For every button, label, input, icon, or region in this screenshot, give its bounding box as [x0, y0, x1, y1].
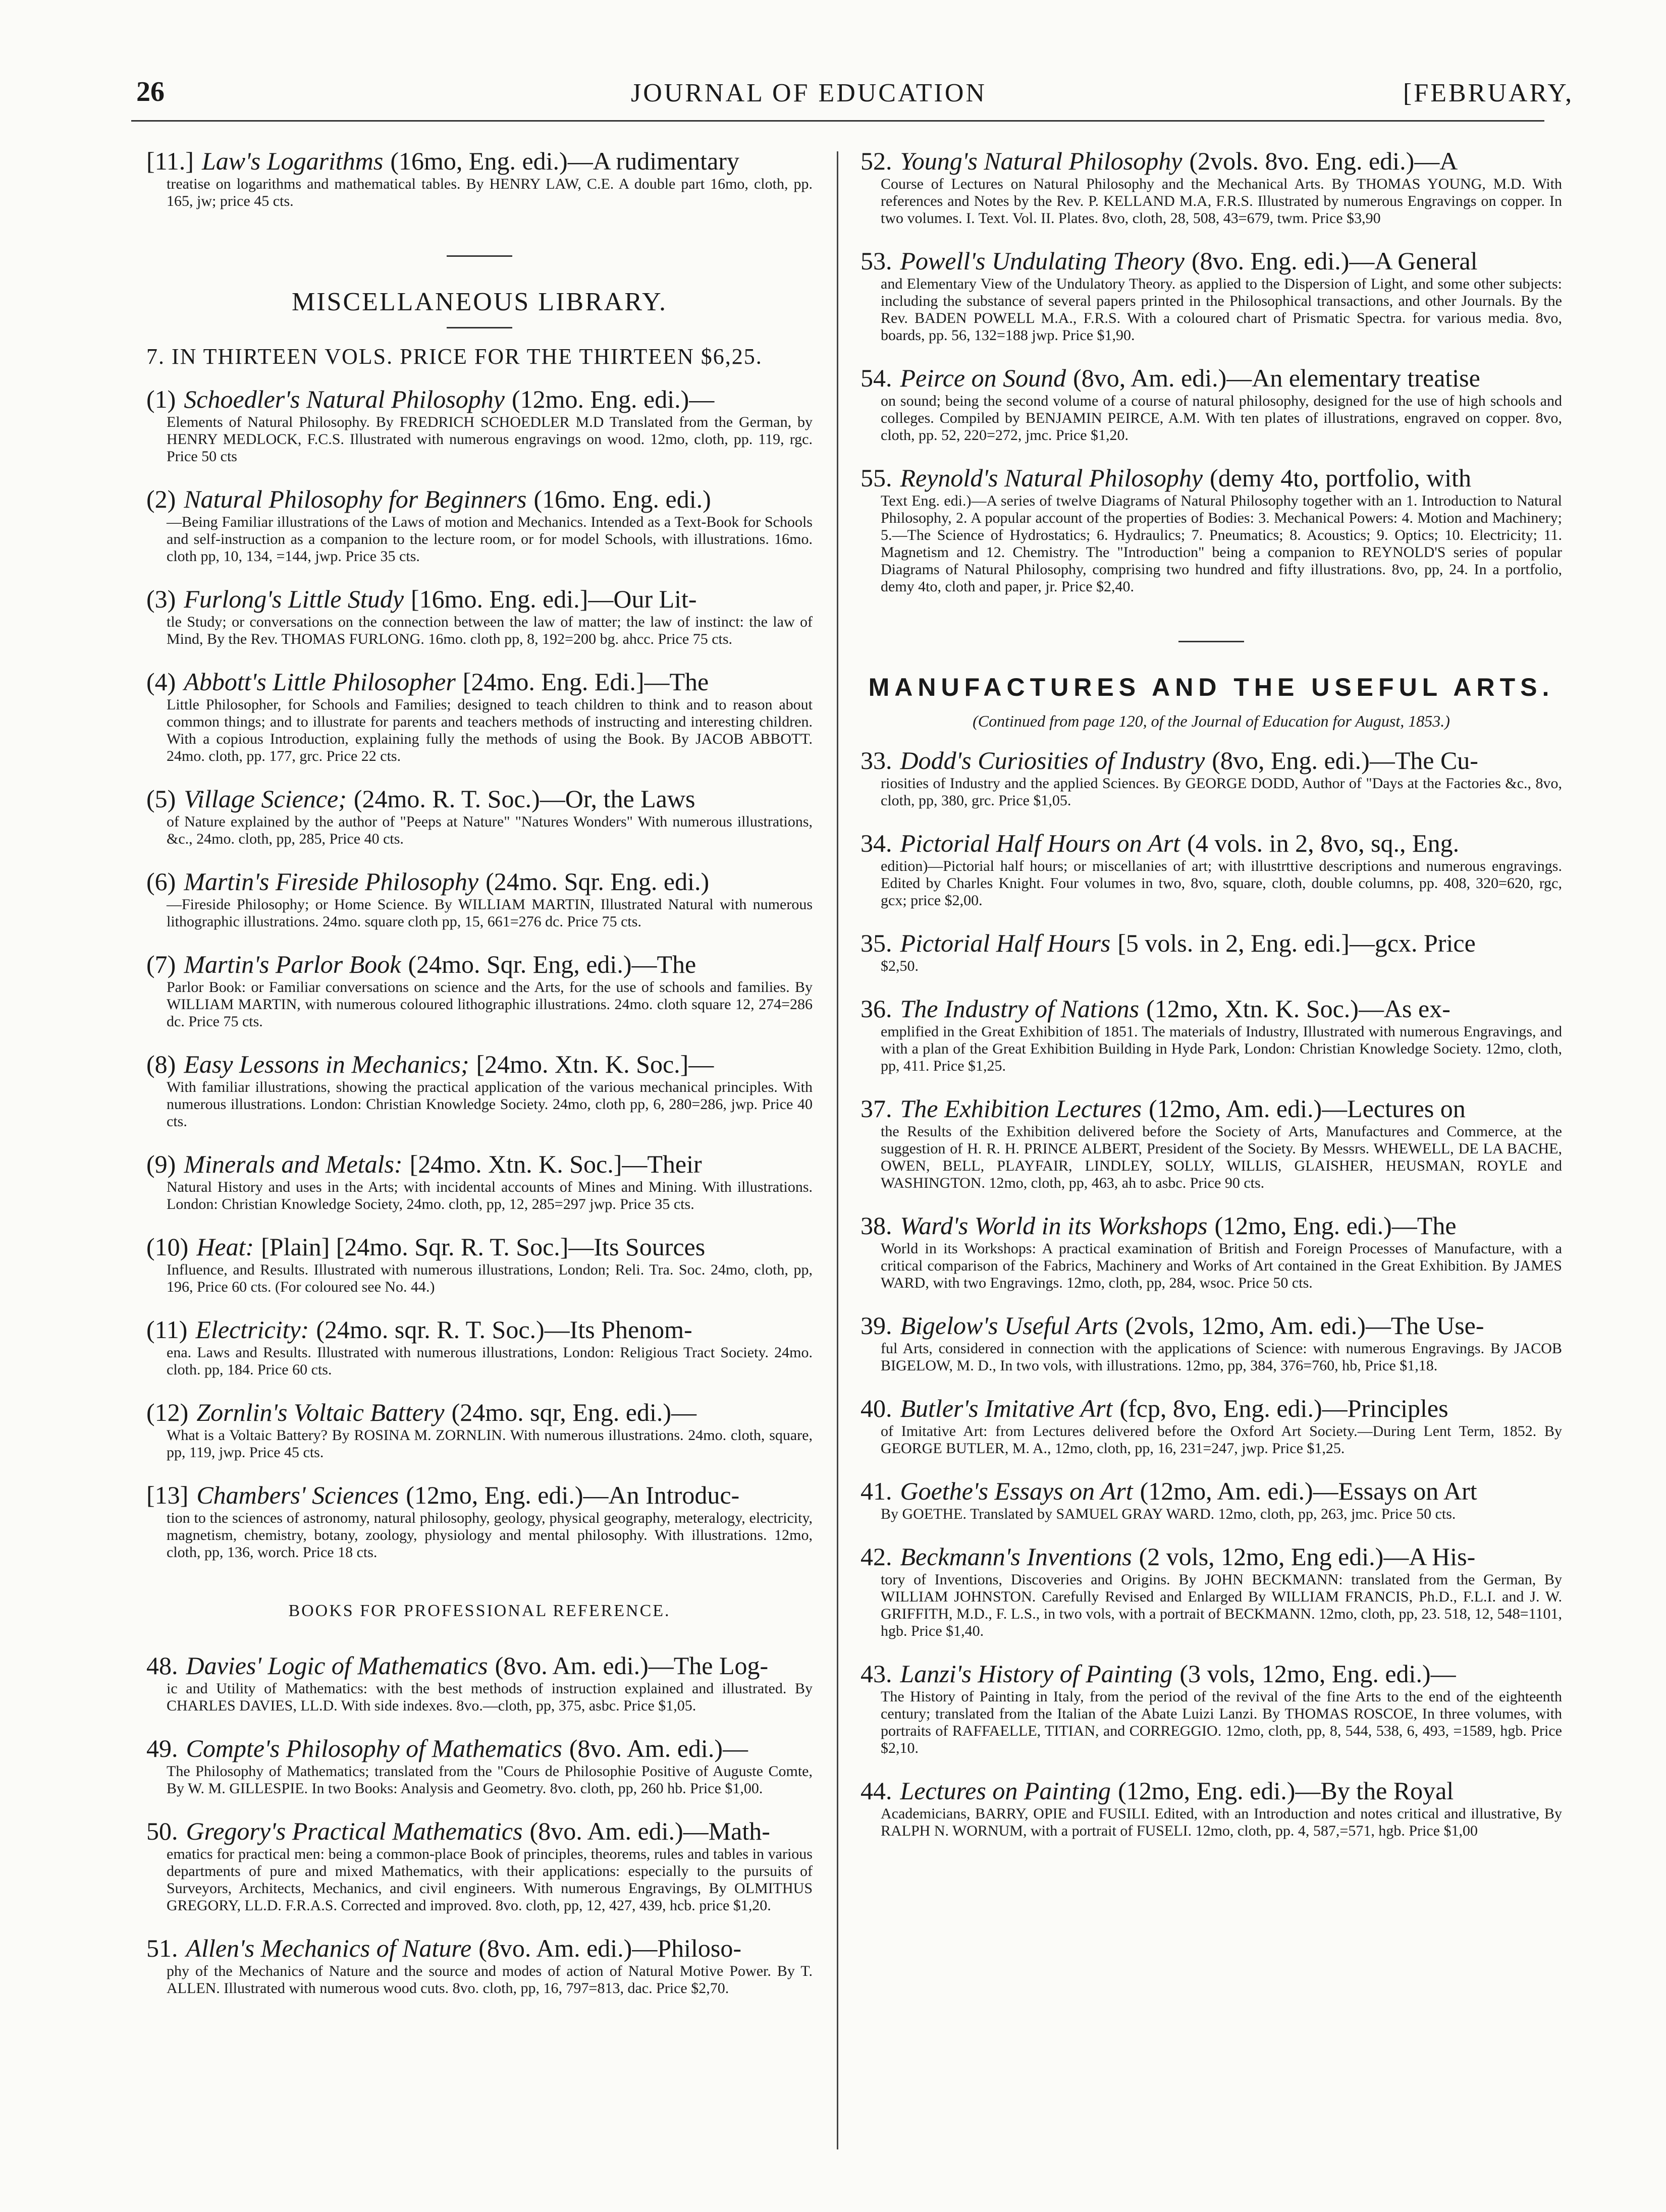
entry-number: (10) [146, 1233, 189, 1261]
entry-format: (2vols, 12mo, Am. edi.)—The Use- [1125, 1311, 1484, 1340]
entry-number: 48. [146, 1651, 178, 1680]
entry-title: Zornlin's Voltaic Battery [196, 1398, 445, 1426]
philosophy-list [861, 146, 1562, 595]
entry-format: (16mo, Eng. edi.)—A rudimentary [390, 147, 739, 175]
entry-format: [24mo. Xtn. K. Soc.]— [476, 1050, 714, 1078]
entry-number: (5) [146, 785, 176, 813]
misc-library-list [146, 384, 813, 1561]
entry-number: 43. [861, 1660, 892, 1688]
entry-number: (4) [146, 668, 176, 696]
entry-number: 33. [861, 746, 892, 775]
continued-note: (Continued from page 120, of the Journal of Education for August, 1853.) [973, 712, 1450, 730]
catalog-entry [146, 1480, 813, 1561]
entry-number: 36. [861, 994, 892, 1023]
catalog-entry [146, 1933, 813, 1997]
entry-title: Powell's Undulating Theory [900, 247, 1185, 275]
entry-description: With familiar illustrations, showing the practical application of the various mechanical principles. With numerous illustrations. London: Christian Knowledge Society. 24mo, cloth pp, 6, 280=286, jwp. Price 40 cts. [167, 1079, 813, 1130]
entry-format: (12mo, Eng. edi.)—The [1214, 1211, 1457, 1240]
entry-number: 54. [861, 364, 892, 392]
entry-format: [Plain] [24mo. Sqr. R. T. Soc.]—Its Sources [261, 1233, 706, 1261]
entry-description: tle Study; or conversations on the connection between the law of matter; the law of instinct: the law of Mind, By the Rev. THOMAS FURLONG. 16mo. cloth pp, 8, 192=200 bg. ahcc. Price 75 cts. [167, 614, 813, 647]
entry-format: [24mo. Xtn. K. Soc.]—Their [409, 1150, 702, 1178]
entry-law [146, 146, 813, 210]
catalog-entry [861, 1476, 1562, 1523]
set-price-line: 7. IN THIRTEEN VOLS. PRICE FOR THE THIRTEEN $6,25. [146, 344, 763, 369]
professional-reference-list [146, 1651, 813, 1997]
entry-number: (3) [146, 585, 176, 613]
entry-number: 38. [861, 1211, 892, 1240]
entry-number: (7) [146, 950, 176, 978]
entry-description: Course of Lectures on Natural Philosophy and the Mechanical Arts. By THOMAS YOUNG, M.D. With references and Notes by the Rev. P. KELLAND M.A, F.R.S. Illustrated by numerous Engravings on copper. In two volumes. I. Text. Vol. II. Plates. 8vo, cloth, 28, 508, 43=679, twm. Price $3,90 [881, 176, 1562, 227]
entry-format: (24mo. R. T. Soc.)—Or, the Laws [353, 785, 695, 813]
entry-title: Lectures on Painting [900, 1777, 1111, 1805]
entry-format: (12mo, Am. edi.)—Lectures on [1149, 1094, 1466, 1123]
entry-title: Dodd's Curiosities of Industry [900, 746, 1205, 775]
entry-format: (12mo, Am. edi.)—Essays on Art [1140, 1477, 1477, 1505]
entry-title: The Industry of Nations [900, 994, 1140, 1023]
entry-description: By GOETHE. Translated by SAMUEL GRAY WARD. 12mo, cloth, pp, 263, jmc. Price 50 cts. [881, 1506, 1456, 1522]
entry-format: (24mo. Sqr. Eng. edi.) [486, 867, 710, 896]
entry-description: —Fireside Philosophy; or Home Science. By WILLIAM MARTIN, Illustrated Natural with numerous lithographic illustrations. 24mo. square cloth pp, 15, 661=276 dc. Price 75 cts. [167, 896, 813, 930]
entry-title: Goethe's Essays on Art [900, 1477, 1133, 1505]
entry-title: Compte's Philosophy of Mathematics [186, 1734, 562, 1762]
entry-description: What is a Voltaic Battery? By ROSINA M. ZORNLIN. With numerous illustrations. 24mo. cloth, square, pp, 119, jwp. Price 45 cts. [167, 1427, 813, 1461]
entry-title: Pictorial Half Hours on Art [900, 829, 1180, 857]
entry-format: [24mo. Eng. Edi.]—The [462, 668, 709, 696]
catalog-entry [861, 828, 1562, 909]
entry-format: (3 vols, 12mo, Eng. edi.)— [1179, 1660, 1456, 1688]
entry-format: (8vo. Am. edi.)—Math- [529, 1817, 770, 1845]
catalog-entry [861, 994, 1562, 1075]
entry-number: (6) [146, 867, 176, 896]
entry-title: Butler's Imitative Art [900, 1394, 1113, 1422]
right-column [861, 146, 1562, 1859]
entry-format: (fcp, 8vo, Eng. edi.)—Principles [1119, 1394, 1448, 1422]
entry-number: 42. [861, 1542, 892, 1571]
entry-description: Little Philosopher, for Schools and Families; designed to teach children to think and to reason about common things; and to illustrate for parents and teachers methods of instructing and interesting children. With a copious Introduction, explaining fully the methods of using the Book. By JACOB ABBOTT. 24mo. cloth, pp. 177, grc. Price 22 cts. [167, 696, 813, 764]
entry-format: (8vo. Eng. edi.)—A General [1191, 247, 1478, 275]
entry-title: Chambers' Sciences [196, 1481, 399, 1509]
section-rule [447, 327, 512, 328]
catalog-entry [861, 363, 1562, 444]
entry-format: (12mo. Eng. edi.)— [511, 385, 715, 413]
entry-title: Beckmann's Inventions [900, 1542, 1132, 1571]
catalog-entry [861, 146, 1562, 227]
catalog-entry [146, 784, 813, 848]
entry-format: (2 vols, 12mo, Eng edi.)—A His- [1139, 1542, 1476, 1571]
entry-number: (12) [146, 1398, 189, 1426]
catalog-entry [146, 1315, 813, 1378]
entry-format: (8vo. Am. edi.)—The Log- [495, 1651, 769, 1680]
entry-number: 40. [861, 1394, 892, 1422]
entry-number: (2) [146, 485, 176, 513]
entry-description: edition)—Pictorial half hours; or miscellanies of art; with illustrttive descriptions and numerous engravings. Edited by Charles Knight. Four volumes in two, 8vo, square, cloth, double columns, pp. 408, 320=620, rgc, gcx; price $2,00. [881, 858, 1562, 909]
misc-library-heading: MISCELLANEOUS LIBRARY. [291, 288, 667, 316]
entry-number: [13] [146, 1481, 189, 1509]
catalog-entry [146, 584, 813, 648]
entry-description: tion to the sciences of astronomy, natural philosophy, geology, physical geography, meteralogy, electricity, magnetism, chemistry, botany, zoology, physiology and mental philosophy. With illustrations. 12mo, cloth, pp, 136, worch. Price 18 cts. [167, 1510, 813, 1561]
entry-format: [5 vols. in 2, Eng. edi.]—gcx. Price [1117, 929, 1476, 957]
entry-title: Martin's Fireside Philosophy [184, 867, 479, 896]
catalog-entry [861, 928, 1562, 975]
section-rule [447, 255, 512, 257]
entry-title: Abbott's Little Philosopher [184, 668, 456, 696]
entry-format: (2vols. 8vo. Eng. edi.)—A [1189, 147, 1458, 175]
entry-number: 52. [861, 147, 892, 175]
entry-title: Law's Logarithms [201, 147, 384, 175]
catalog-entry [861, 463, 1562, 595]
catalog-entry [146, 1734, 813, 1797]
entry-description: Academicians, BARRY, OPIE and FUSILI. Edited, with an Introduction and notes critical and illustrative, By RALPH N. WORNUM, with a portrait of FUSELI. 12mo, cloth, pp. 4, 587,=571, hgb. Price $1,00 [881, 1805, 1562, 1839]
entry-number: 44. [861, 1777, 892, 1805]
catalog-entry [861, 1659, 1562, 1757]
entry-description: Natural History and uses in the Arts; with incidental accounts of Mines and Mining. With illustrations. London: Christian Knowledge Society, 24mo. cloth, pp, 12, 285=297 jwp. Price 35 cts. [167, 1179, 813, 1212]
entry-description: phy of the Mechanics of Nature and the source and modes of action of Natural Motive Power. By T. ALLEN. Illustrated with numerous wood cuts. 8vo. cloth, pp, 16, 797=813, dac. Price $2,70. [167, 1963, 813, 1997]
column-divider [837, 151, 838, 2149]
entry-title: Bigelow's Useful Arts [900, 1311, 1118, 1340]
entry-number: 51. [146, 1934, 178, 1962]
entry-title: Natural Philosophy for Beginners [184, 485, 527, 513]
catalog-entry [861, 746, 1562, 809]
entry-number: [11.] [146, 147, 194, 175]
catalog-entry [861, 1542, 1562, 1640]
entry-title: Village Science; [184, 785, 347, 813]
manufactures-list [861, 746, 1562, 1840]
entry-title: Electricity: [195, 1315, 309, 1344]
catalog-entry [861, 1394, 1562, 1457]
catalog-entry [861, 246, 1562, 344]
entry-number: 50. [146, 1817, 178, 1845]
professional-reference-heading: BOOKS FOR PROFESSIONAL REFERENCE. [288, 1601, 671, 1620]
entry-title: Young's Natural Philosophy [900, 147, 1183, 175]
entry-number: 41. [861, 1477, 892, 1505]
entry-description: Text Eng. edi.)—A series of twelve Diagrams of Natural Philosophy together with an 1. Introduction to Natural Philosophy, 2. A popular account of the properties of Bodies: 3. Mechanical Powers: 4. Motion and Machinery; 5.—The Science of Hydrostatics; 6. Hydraulics; 7. Pneumatics; 8. Acoustics; 9. Optics; 10. Electricity; 11. Magnetism and 12. Chemistry. The "Introduction" being a companion to REYNOLD'S series of popular Diagrams of Natural Philosophy, comprising two hundred and fifty illustrations. 8vo, pp, 24. In a portfolio, demy 4to, cloth and paper, jr. Price $2,40. [881, 492, 1562, 595]
catalog-entry [146, 1651, 813, 1715]
entry-description: riosities of Industry and the applied Sciences. By GEORGE DODD, Author of "Days at the Factories &c., 8vo, cloth, pp, 380, grc. Price $1,05. [881, 775, 1562, 809]
entry-format: (24mo. sqr. R. T. Soc.)—Its Phenom- [316, 1315, 692, 1344]
catalog-entry [146, 950, 813, 1030]
entry-title: Schoedler's Natural Philosophy [184, 385, 505, 413]
entry-number: 35. [861, 929, 892, 957]
entry-title: Martin's Parlor Book [184, 950, 401, 978]
entry-description: ful Arts, considered in connection with the applications of Science: with numerous Engravings. By JACOB BIGELOW, M. D., In two vols, with illustrations. 12mo, pp, 384, 376=760, hb, Price $1,18. [881, 1340, 1562, 1374]
entry-format: (24mo. sqr, Eng. edi.)— [451, 1398, 696, 1426]
entry-title: Ward's World in its Workshops [900, 1211, 1208, 1240]
entry-description: ic and Utility of Mathematics: with the best methods of instruction explained and illustrated. By CHARLES DAVIES, LL.D. With side indexes. 8vo.—cloth, pp, 375, asbc. Price $1,05. [167, 1680, 813, 1714]
entry-title: Peirce on Sound [900, 364, 1066, 392]
entry-description: The Philosophy of Mathematics; translated from the "Cours de Philosophie Positive of Auguste Comte, By W. M. GILLESPIE. In two Books: Analysis and Geometry. 8vo. cloth, pp, 260 hb. Price $1,00. [167, 1763, 813, 1797]
entry-description: of Nature explained by the author of "Peeps at Nature" "Natures Wonders" With numerous illustrations, &c., 24mo. cloth, pp, 285, Price 40 cts. [167, 813, 813, 847]
entry-description: emplified in the Great Exhibition of 1851. The materials of Industry, Illustrated with numerous Engravings, and with a plan of the Great Exhibition Building in Hyde Park, London: Christian Knowledge Society. 12mo, cloth, pp, 411. Price $1,25. [881, 1023, 1562, 1074]
entry-format: (8vo, Eng. edi.)—The Cu- [1212, 746, 1478, 775]
entry-format: [16mo. Eng. edi.]—Our Lit- [411, 585, 697, 613]
entry-number: 49. [146, 1734, 178, 1762]
entry-description: —Being Familiar illustrations of the Laws of motion and Mechanics. Intended as a Text-Book for Schools and self-instruction as a companion to the lecture room, or for model Schools, with illustrations. 16mo. cloth pp, 10, 134, =144, jwp. Price 35 cts. [167, 514, 813, 565]
entry-title: Allen's Mechanics of Nature [186, 1934, 472, 1962]
entry-number: 39. [861, 1311, 892, 1340]
entry-description: and Elementary View of the Undulatory Theory. as applied to the Dispersion of Light, and some other subjects: including the substance of several papers printed in the Philosophical transactions, and other Journals. By the Rev. BADEN POWELL M.A., F.R.S. With a coloured chart of Prismatic Spectra. for various media. 8vo, boards, pp. 56, 132=188 jwp. Price $1,90. [881, 275, 1562, 344]
catalog-entry [861, 1311, 1562, 1374]
left-column [146, 146, 813, 2016]
entry-description: treatise on logarithms and mathematical tables. By HENRY LAW, C.E. A double part 16mo, cloth, pp. 165, jw; price 45 cts. [167, 176, 813, 209]
entry-number: (11) [146, 1315, 188, 1344]
entry-format: (4 vols. in 2, 8vo, sq., Eng. [1187, 829, 1460, 857]
entry-format: (8vo, Am. edi.)—An elementary treatise [1073, 364, 1480, 392]
entry-description: tory of Inventions, Discoveries and Origins. By JOHN BECKMANN: translated from the German, By WILLIAM JOHNSTON. Carefully Revised and Enlarged By WILLIAM FRANCIS, Ph.D., F.L.I. and J. W. GRIFFITH, M.D., F. L.S., in two vols, with a portrait of BECKMANN. 12mo, cloth, pp, 23. 518, 12, 548=1101, hgb. Price $1,40. [881, 1571, 1562, 1639]
catalog-entry [861, 1094, 1562, 1192]
entry-number: (1) [146, 385, 176, 413]
entry-description: the Results of the Exhibition delivered before the Society of Arts, Manufactures and Commerce, at the suggestion of H. R. H. PRINCE ALBERT, President of the Society. By Messrs. WHEWELL, DE LA BACHE, OWEN, BELL, PLAYFAIR, LINDLEY, SOLLY, WILLIS, GLAISHER, HEUSMAN, ROYLE and WASHINGTON. 12mo, cloth, pp, 463, ah to asbc. Price 90 cts. [881, 1123, 1562, 1191]
entry-format: (12mo, Eng. edi.)—By the Royal [1118, 1777, 1454, 1805]
catalog-entry [861, 1776, 1562, 1840]
entry-title: Davies' Logic of Mathematics [186, 1651, 488, 1680]
entry-description: Elements of Natural Philosophy. By FREDRICH SCHOEDLER M.D Translated from the German, by HENRY MEDLOCK, F.C.S. Illustrated with numerous engravings on wood. 12mo, cloth, pp. 119, rgc. Price 50 cts [167, 414, 813, 465]
entry-format: (24mo. Sqr. Eng, edi.)—The [408, 950, 696, 978]
catalog-entry [146, 867, 813, 930]
entry-title: Minerals and Metals: [184, 1150, 403, 1178]
entry-number: 55. [861, 464, 892, 492]
entry-format: (12mo, Eng. edi.)—An Introduc- [406, 1481, 740, 1509]
catalog-entry [146, 384, 813, 465]
entry-description: $2,50. [881, 958, 919, 974]
entry-number: 34. [861, 829, 892, 857]
page-number: 26 [136, 76, 165, 107]
header-rule [131, 120, 1544, 122]
entry-number: 37. [861, 1094, 892, 1123]
entry-number: (9) [146, 1150, 176, 1178]
entry-description: ena. Laws and Results. Illustrated with numerous illustrations, London: Religious Tract Society. 24mo. cloth. pp, 184. Price 60 cts. [167, 1344, 813, 1378]
entry-description: of Imitative Art: from Lectures delivered before the Oxford Art Society.—During Lent Term, 1852. By GEORGE BUTLER, M. A., 12mo, cloth, pp, 16, 231=247, jwp. Price $1,25. [881, 1423, 1562, 1457]
catalog-entry [146, 1816, 813, 1914]
entry-title: Gregory's Practical Mathematics [186, 1817, 523, 1845]
catalog-entry [146, 1049, 813, 1130]
catalog-entry [146, 1149, 813, 1213]
catalog-entry [146, 484, 813, 565]
entry-title: Pictorial Half Hours [900, 929, 1111, 957]
entry-title: Reynold's Natural Philosophy [900, 464, 1203, 492]
entry-description: Parlor Book: or Familiar conversations on science and the Arts, for the use of schools and families. By WILLIAM MARTIN, with numerous coloured lithographic illustrations. 24mo. cloth square 12, 274=286 dc. Price 75 cts. [167, 979, 813, 1030]
entry-description: Influence, and Results. Illustrated with numerous illustrations, London; Reli. Tra. Soc. 24mo, cloth, pp, 196, Price 60 cts. (For coloured see No. 44.) [167, 1261, 813, 1295]
entry-title: The Exhibition Lectures [900, 1094, 1142, 1123]
catalog-entry [146, 1398, 813, 1461]
catalog-entry [861, 1211, 1562, 1292]
entry-description: ematics for practical men: being a common-place Book of principles, theorems, rules and tables in various departments of pure and mixed Mathematics, with their applications: especially to the pursuits of Surveyors, Architects, Mechanics, and civil engineers. With numerous Engravings, By OLMITHUS GREGORY, LL.D. F.R.A.S. Corrected and improved. 8vo. cloth, pp, 12, 427, 439, hcb. price $1,20. [167, 1846, 813, 1914]
catalog-entry [146, 667, 813, 765]
entry-format: (demy 4to, portfolio, with [1210, 464, 1472, 492]
entry-format: (8vo. Am. edi.)— [569, 1734, 748, 1762]
catalog-entry [146, 1232, 813, 1296]
section-rule [1178, 641, 1244, 642]
entry-title: Lanzi's History of Painting [900, 1660, 1173, 1688]
entry-title: Heat: [196, 1233, 254, 1261]
entry-title: Furlong's Little Study [184, 585, 404, 613]
entry-description: on sound; being the second volume of a course of natural philosophy, designed for the use of high schools and colleges. Compiled by BENJAMIN PEIRCE, A.M. With ten plates of illustrations, engraved on copper. 8vo, cloth, pp. 52, 220=272, jmc. Price $1,20. [881, 393, 1562, 444]
running-month: [FEBRUARY, [1403, 79, 1574, 107]
entry-title: Easy Lessons in Mechanics; [184, 1050, 469, 1078]
entry-format: (8vo. Am. edi.)—Philoso- [478, 1934, 742, 1962]
entry-number: (8) [146, 1050, 176, 1078]
entry-format: (16mo. Eng. edi.) [533, 485, 711, 513]
running-title: JOURNAL OF EDUCATION [631, 79, 987, 107]
entry-description: The History of Painting in Italy, from the period of the revival of the fine Arts to the end of the eighteenth century; translated from the Italian of the Abate Luizi Lanzi. By THOMAS ROSCOE, In three volumes, with portraits of RAFFAELLE, TITIAN, and CORREGGIO. 12mo, cloth, pp, 8, 544, 538, 6, 493, =1589, hgb. Price $2,10. [881, 1688, 1562, 1756]
manufactures-heading: MANUFACTURES AND THE USEFUL ARTS. [868, 673, 1554, 701]
entry-format: (12mo, Xtn. K. Soc.)—As ex- [1146, 994, 1450, 1023]
entry-description: World in its Workshops: A practical examination of British and Foreign Processes of Manufacture, with a critical comparison of the Fabrics, Machinery and Works of Art contained in the Great Exhibition. By JAMES WARD, with two Engravings. 12mo, cloth, pp, 284, wsoc. Price 50 cts. [881, 1240, 1562, 1291]
entry-number: 53. [861, 247, 892, 275]
